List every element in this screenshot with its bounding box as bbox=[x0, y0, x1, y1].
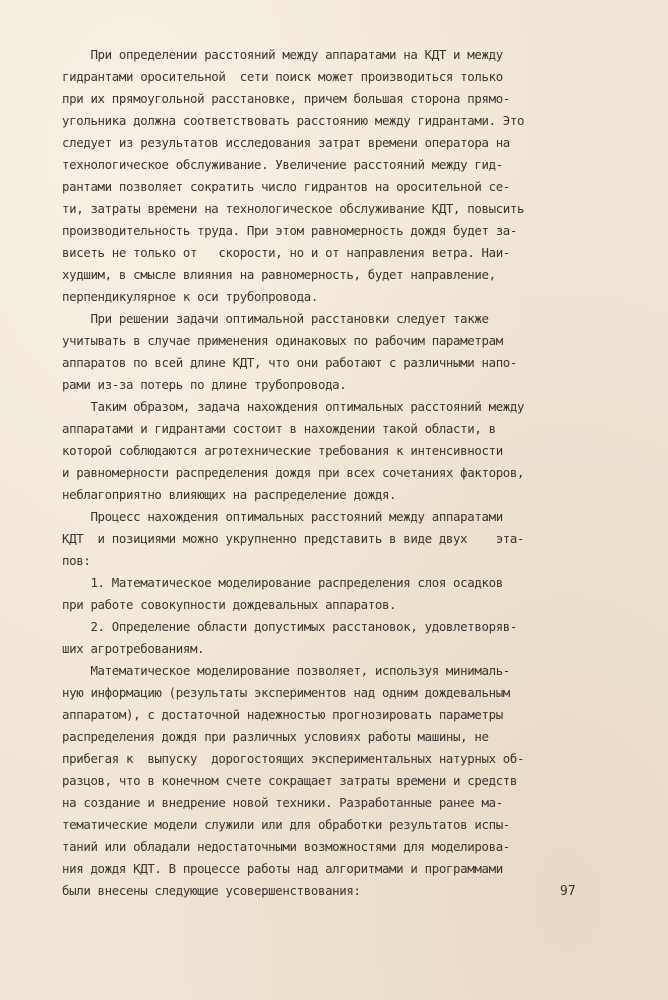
text-line: худшим, в смысле влияния на равномерность, будет направление, bbox=[62, 267, 496, 282]
text-line: при их прямоугольной расстановке, причем большая сторона прямо- bbox=[62, 91, 510, 106]
text-line: Математическое моделирование позволяет, используя минималь- bbox=[62, 663, 510, 678]
text-line: угольника должна соответствовать расстоянию между гидрантами. Это bbox=[62, 113, 525, 128]
text-line: КДТ и позициями можно укрупненно представить в виде двух эта- bbox=[62, 531, 525, 546]
text-line: и равномерности распределения дождя при всех сочетаниях факторов, bbox=[62, 465, 525, 480]
text-line: при работе совокупности дождевальных аппаратов. bbox=[62, 597, 397, 612]
text-line: неблагоприятно влияющих на распределение дождя. bbox=[62, 487, 397, 502]
text-line: прибегая к выпуску дорогостоящих экспериментальных натурных об- bbox=[62, 751, 525, 766]
text-line: Таким образом, задача нахождения оптимальных расстояний между bbox=[62, 399, 525, 414]
text-line: рами из-за потерь по длине трубопровода. bbox=[62, 377, 347, 392]
text-line: рантами позволяет сократить число гидрантов на оросительной се- bbox=[62, 179, 510, 194]
text-line: которой соблюдаются агротехнические требования к интенсивности bbox=[62, 443, 503, 458]
text-line: аппаратами и гидрантами состоит в нахождении такой области, в bbox=[62, 421, 496, 436]
page-number: 97 bbox=[560, 884, 576, 899]
text-line: аппаратов по всей длине КДТ, что они работают с различными напо- bbox=[62, 355, 518, 370]
text-line: разцов, что в конечном счете сокращает затраты времени и средств bbox=[62, 773, 518, 788]
text-line: аппаратом), с достаточной надежностью прогнозировать параметры bbox=[62, 707, 503, 722]
text-line: ших агротребованиям. bbox=[62, 641, 205, 656]
document-body bbox=[62, 44, 622, 902]
text-line: ную информацию (результаты экспериментов над одним дождевальным bbox=[62, 685, 510, 700]
text-line: ния дождя КДТ. В процессе работы над алгоритмами и программами bbox=[62, 861, 503, 876]
text-line: таний или обладали недостаточными возможностями для моделирова- bbox=[62, 839, 510, 854]
text-line: тематические модели служили или для обработки результатов испы- bbox=[62, 817, 510, 832]
text-line: технологическое обслуживание. Увеличение расстояний между гид- bbox=[62, 157, 503, 172]
text-line: пов: bbox=[62, 553, 91, 568]
text-line: следует из результатов исследования затрат времени оператора на bbox=[62, 135, 510, 150]
text-line: на создание и внедрение новой техники. Разработанные ранее ма- bbox=[62, 795, 503, 810]
text-line: ти, затраты времени на технологическое обслуживание КДТ, повысить bbox=[62, 201, 525, 216]
text-line: учитывать в случае применения одинаковых по рабочим параметрам bbox=[62, 333, 503, 348]
text-line: При решении задачи оптимальной расстановки следует также bbox=[62, 311, 489, 326]
text-line: При определении расстояний между аппаратами на КДТ и между bbox=[62, 47, 503, 62]
text-line: производительность труда. При этом равномерность дождя будет за- bbox=[62, 223, 518, 238]
text-line: распределения дождя при различных условиях работы машины, не bbox=[62, 729, 489, 744]
text-line: гидрантами оросительной сети поиск может производиться только bbox=[62, 69, 503, 84]
text-line: висеть не только от скорости, но и от направления ветра. Наи- bbox=[62, 245, 510, 260]
text-line: перпендикулярное к оси трубопровода. bbox=[62, 289, 318, 304]
text-line: были внесены следующие усовершенствования: bbox=[62, 883, 361, 898]
text-line: Процесс нахождения оптимальных расстояний между аппаратами bbox=[62, 509, 503, 524]
text-line: 1. Математическое моделирование распределения слоя осадков bbox=[62, 575, 503, 590]
text-line: 2. Определение области допустимых расстановок, удовлетворяв- bbox=[62, 619, 518, 634]
